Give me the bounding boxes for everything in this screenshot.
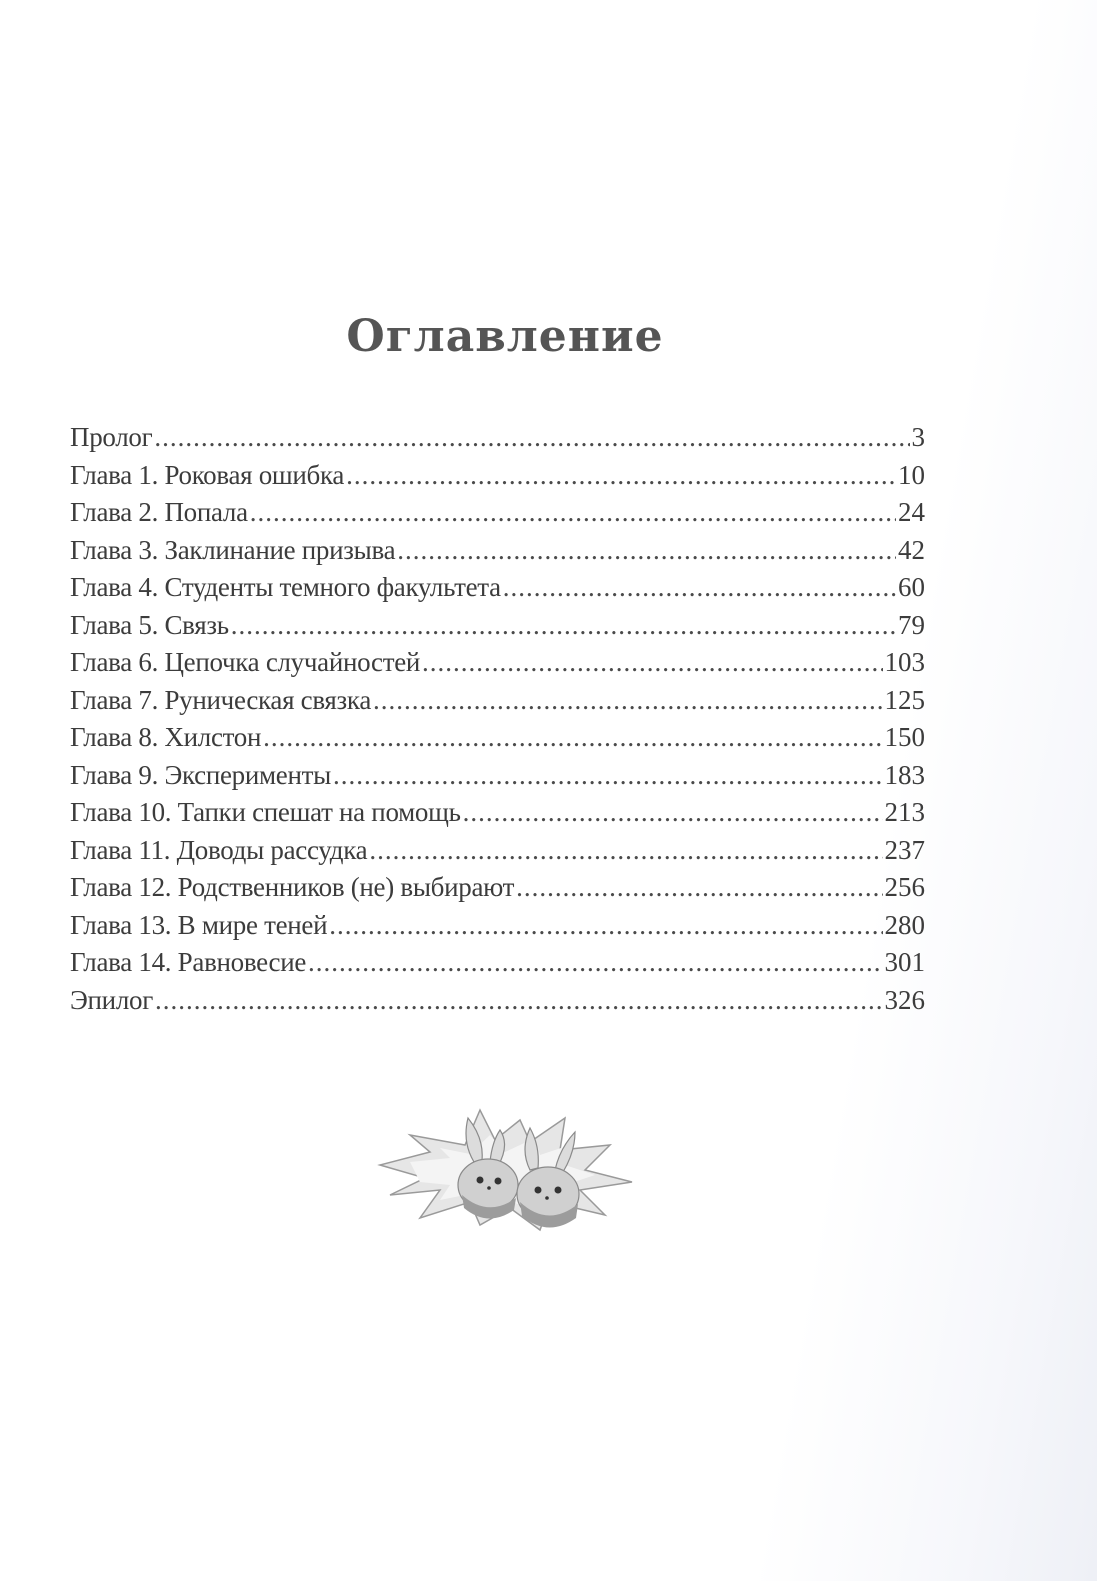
toc-entry-chapter-10: [70, 797, 925, 835]
dot-leader: [308, 947, 882, 978]
toc-entry-label: Глава 12. Родственников (не) выбирают: [70, 872, 515, 902]
toc-entry-page: 24: [898, 497, 925, 527]
toc-entry-label: Глава 10. Тапки спешат на помощь: [70, 797, 461, 827]
dot-leader: [373, 685, 882, 716]
toc-entry-page: 280: [884, 909, 925, 940]
toc-entry-page: 256: [884, 872, 925, 902]
toc-entry-page: 326: [884, 984, 925, 1015]
toc-entry-chapter-11: [70, 835, 925, 873]
dot-leader: [155, 985, 883, 1016]
toc-entry-chapter-8: [70, 722, 925, 760]
dot-leader: [346, 460, 896, 491]
toc-entry-chapter-1: [70, 460, 925, 498]
dot-leader: [333, 760, 883, 791]
toc-entry-chapter-5: [70, 610, 925, 648]
dot-leader: [397, 535, 896, 566]
toc-entry-label: Глава 7. Руническая связка: [70, 684, 372, 715]
toc-entry-epilogue: [70, 985, 925, 1023]
toc-entry-page: 237: [884, 834, 925, 865]
toc-entry-label: Глава 1. Роковая ошибка: [70, 459, 345, 490]
toc-entry-label: Глава 14. Равновесие: [70, 947, 307, 977]
dot-leader: [422, 647, 882, 678]
toc-entry-page: 79: [898, 609, 925, 640]
toc-entry-page: 183: [884, 759, 925, 790]
toc-entry-page: 3: [911, 422, 925, 452]
toc-entry-label: Эпилог: [70, 984, 153, 1015]
table-of-contents: [70, 422, 925, 1022]
toc-entry-label: Глава 13. В мире теней: [70, 909, 328, 940]
dot-leader: [329, 910, 882, 941]
toc-entry-page: 60: [898, 572, 925, 602]
toc-entry-page: 10: [898, 459, 925, 490]
toc-entry-page: 301: [884, 947, 925, 977]
toc-entry-chapter-12: [70, 872, 925, 910]
dot-leader: [463, 797, 883, 828]
dot-leader: [154, 422, 909, 453]
toc-entry-chapter-7: [70, 685, 925, 723]
toc-entry-chapter-9: [70, 760, 925, 798]
toc-entry-label: Пролог: [70, 422, 153, 452]
bunny-slippers-icon: [370, 1090, 640, 1240]
toc-entry-chapter-3: [70, 535, 925, 573]
dot-leader: [250, 497, 896, 528]
toc-entry-chapter-4: [70, 572, 925, 610]
toc-entry-label: Глава 4. Студенты темного факультета: [70, 572, 501, 602]
dot-leader: [503, 572, 896, 603]
toc-entry-page: 150: [884, 722, 925, 752]
toc-entry-chapter-14: [70, 947, 925, 985]
dot-leader: [516, 872, 882, 903]
toc-entry-label: Глава 3. Заклинание призыва: [70, 534, 396, 565]
dot-leader: [369, 835, 882, 866]
toc-entry-chapter-2: [70, 497, 925, 535]
dot-leader: [231, 610, 896, 641]
toc-entry-chapter-13: [70, 910, 925, 948]
dot-leader: [263, 722, 882, 753]
toc-entry-label: Глава 9. Эксперименты: [70, 759, 331, 790]
toc-entry-page: 213: [884, 797, 925, 827]
toc-entry-chapter-6: [70, 647, 925, 685]
toc-entry-label: Глава 8. Хилстон: [70, 722, 262, 752]
toc-entry-page: 125: [884, 684, 925, 715]
toc-entry-page: 42: [898, 534, 925, 565]
toc-entry-label: Глава 6. Цепочка случайностей: [70, 647, 421, 677]
toc-entry-label: Глава 5. Связь: [70, 609, 229, 640]
toc-entry-label: Глава 2. Попала: [70, 497, 248, 527]
toc-entry-label: Глава 11. Доводы рассудка: [70, 834, 368, 865]
toc-entry-page: 103: [884, 647, 925, 677]
toc-entry-prologue: [70, 422, 925, 460]
page-title: Оглавление: [346, 311, 664, 363]
